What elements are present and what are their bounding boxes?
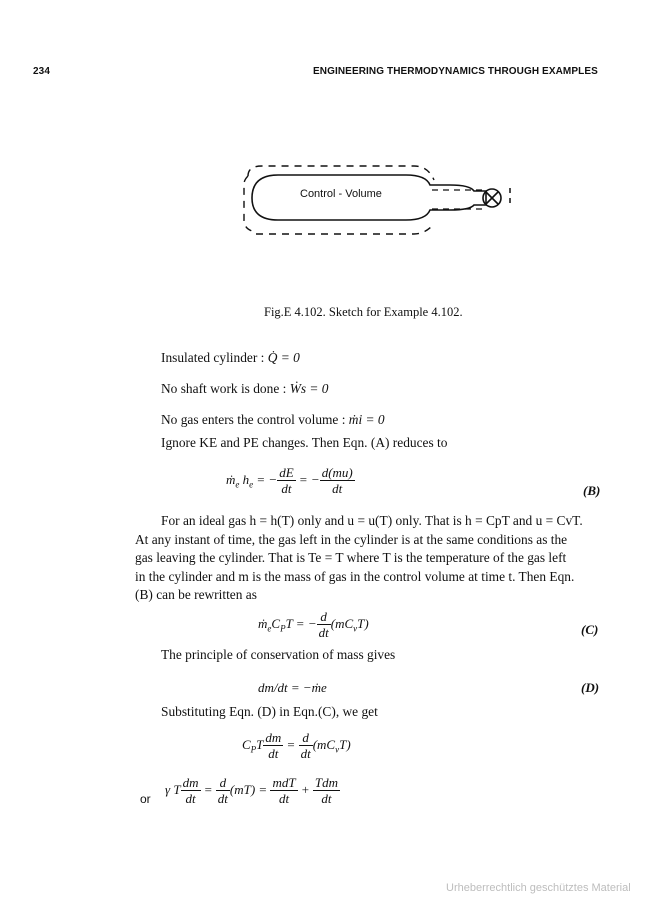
- equation-d-tag: (D): [581, 680, 600, 695]
- conservation-statement: The principle of conservation of mass gives: [161, 647, 396, 662]
- equation-c: $ṁ_eC_PT$ = − $\frac{d}{dt}$ $(mC_vT)$: [258, 609, 369, 640]
- equation-b: ṁ$_e$ $h_e$ = − $\frac{dE}{dt}$ = − $\frac{d(mu)}{dt}$: [226, 465, 353, 496]
- control-volume-label: Control - Volume: [300, 188, 382, 200]
- watermark: Urheberrechtlich geschütztes Material: [446, 882, 631, 894]
- page-number: 234: [33, 66, 50, 77]
- running-title: ENGINEERING THERMODYNAMICS THROUGH EXAMPLES: [313, 66, 598, 77]
- ideal-gas-paragraph: For an ideal gas h = h(T) only and u = u(T) only. That is h = CpT and u = CvT. At any instant of time, the gas left in the cylinder is at the same conditions as the gas leaving the cylinder. That is Te = T where T is the temperature of the gas left in the cylinder and m is the mass of gas in the control volume at time t. Then Eqn. (B) can be rewritten as: [135, 513, 583, 602]
- substitution-statement: Substituting Eqn. (D) in Eqn.(C), we get: [161, 704, 378, 719]
- equation-result-1: $C_PT$ $\frac{dm}{dt}$ = $\frac{d}{dt}$ $(mC_vT)$: [242, 730, 351, 761]
- equation-c-tag: (C): [581, 622, 599, 637]
- equation-d: dm/dt = −ṁe: [258, 680, 327, 695]
- statement-no-inflow: No gas enters the control volume : ṁi = 0: [161, 412, 385, 427]
- figure-caption: Fig.E 4.102. Sketch for Example 4.102.: [264, 305, 463, 319]
- equation-result-2: γ T $\frac{dm}{dt}$ = $\frac{d}{dt}$ (mT) = $\frac{\text{mdT}}{dt}$ + $\frac{\text{Tdm}}{dt}$: [165, 775, 338, 806]
- control-volume-sketch: [238, 160, 528, 250]
- or-word: or: [140, 792, 151, 806]
- statement-shaft-work: No shaft work is done : Ẇs = 0: [161, 381, 329, 396]
- equation-b-tag: (B): [583, 483, 601, 498]
- statement-ignore-ke-pe: Ignore KE and PE changes. Then Eqn. (A) reduces to: [161, 435, 448, 450]
- statement-insulated: Insulated cylinder : Q̇ = 0: [161, 350, 300, 365]
